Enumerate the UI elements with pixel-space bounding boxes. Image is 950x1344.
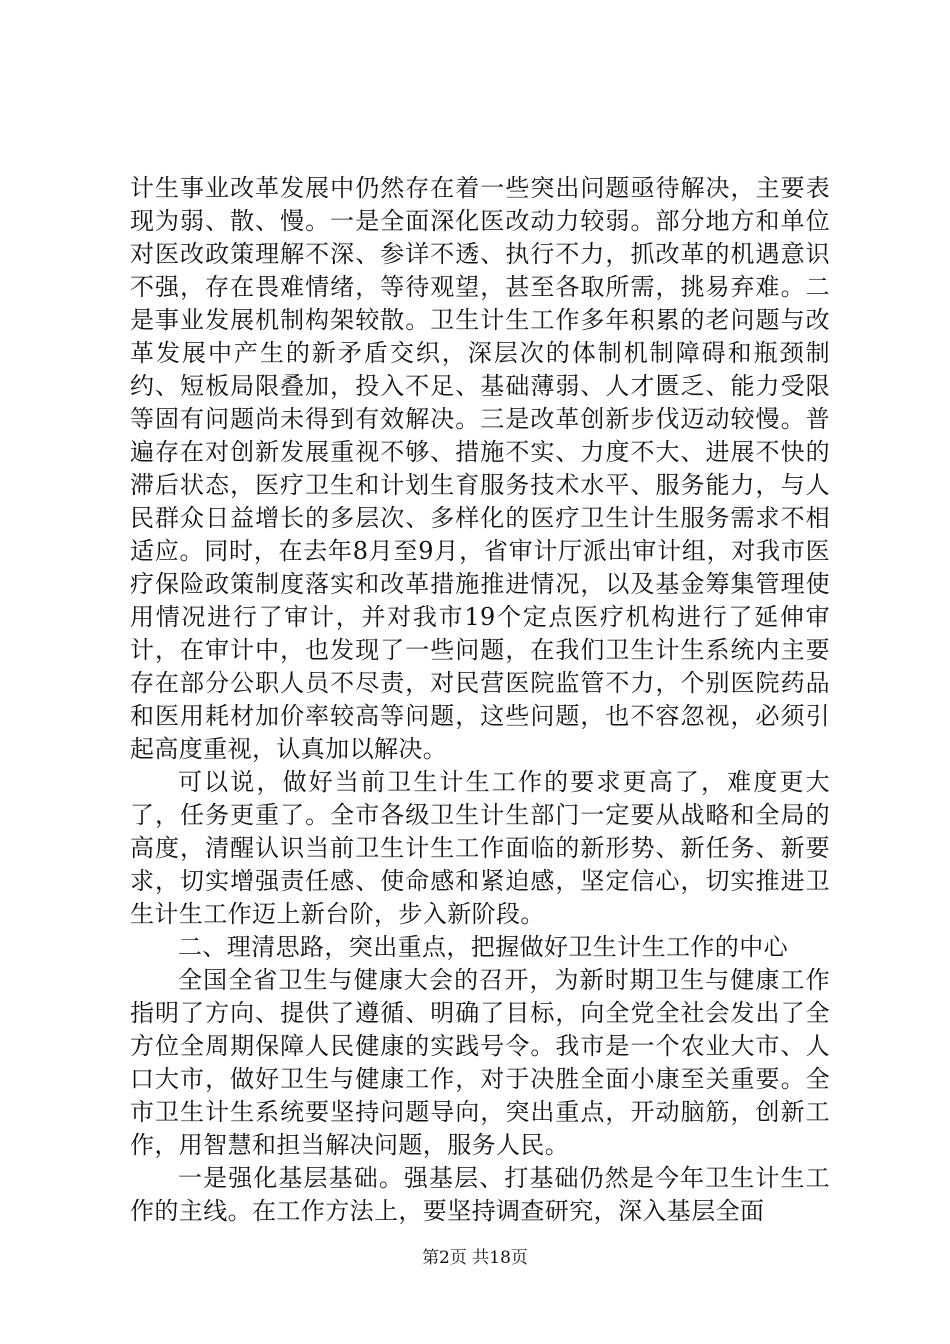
document-body xyxy=(130,172,830,1228)
paragraph-continued: 计生事业改革发展中仍然存在着一些突出问题亟待解决，主要表现为弱、散、慢。一是全面深化医改动力较弱。部分地方和单位对医改政策理解不深、参详不透、执行不力，抓改革的机遇意识不强，存在畏难情绪，等待观望，甚至各取所需，挑易弃难。二是事业发展机制构架较散。卫生计生工作多年积累的老问题与改革发展中产生的新矛盾交织，深层次的体制机制障碍和瓶颈制约、短板局限叠加，投入不足、基础薄弱、人才匮乏、能力受限等固有问题尚未得到有效解决。三是改革创新步伐迈动较慢。普遍存在对创新发展重视不够、措施不实、力度不大、进展不快的滞后状态，医疗卫生和计划生育服务技术水平、服务能力，与人民群众日益增长的多层次、多样化的医疗卫生计生服务需求不相适应。同时，在去年8月至9月，省审计厅派出审计组，对我市医疗保险政策制度落实和改革措施推进情况，以及基金筹集管理使用情况进行了审计，并对我市19个定点医疗机构进行了延伸审计，在审计中，也发现了一些问题，在我们卫生计生系统内主要存在部分公职人员不尽责，对民营医院监管不力，个别医院药品和医用耗材加价率较高等问题，这些问题，也不容忽视，必须引起高度重视，认真加以解决。 xyxy=(130,174,830,763)
paragraph-item-one: 一是强化基层基础。强基层、打基础仍然是今年卫生计生工作的主线。在工作方法上，要坚持调查研究，深入基层全面 xyxy=(130,1164,830,1225)
page-number: 第2页 共18页 xyxy=(422,1248,528,1268)
paragraph-summary: 可以说，做好当前卫生计生工作的要求更高了，难度更大了，任务更重了。全市各级卫生计生部门一定要从战略和全局的高度，清醒认识当前卫生计生工作面临的新形势、新任务、新要求，切实增强责任感、使命感和紧迫感，坚定信心，切实推进卫生计生工作迈上新台阶，步入新阶段。 xyxy=(130,768,830,928)
paragraph-section-intro: 全国全省卫生与健康大会的召开，为新时期卫生与健康工作指明了方向、提供了遵循、明确了目标，向全党全社会发出了全方位全周期保障人民健康的实践号令。我市是一个农业大市、人口大市，做好卫生与健康工作，对于决胜全面小康至关重要。全市卫生计生系统要坚持问题导向，突出重点，开动脑筋，创新工作，用智慧和担当解决问题，服务人民。 xyxy=(130,966,830,1159)
page-footer xyxy=(0,1243,950,1268)
section-heading: 二、理清思路，突出重点，把握做好卫生计生工作的中心 xyxy=(178,933,788,961)
